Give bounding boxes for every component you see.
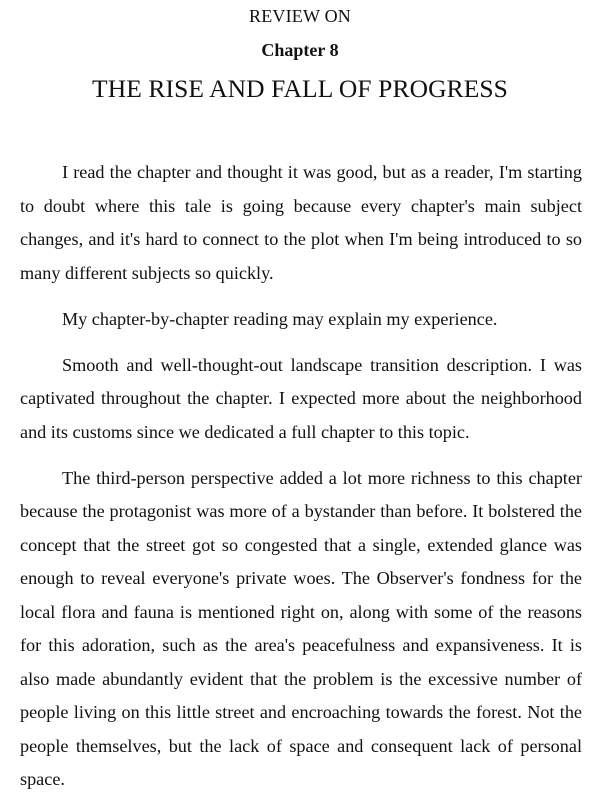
page-title: THE RISE AND FALL OF PROGRESS bbox=[92, 74, 508, 103]
paragraph-4: The third-person perspective added a lot more richness to this chapter because the protagonist was more of a bystander than before. It bolstered the concept that the street got so congested that a single, extended glance was enough to reveal everyone's private woes. The Observer's fondness for the local flora and fauna is mentioned right on, along with some of the reasons for this adoration, such as the area's peacefulness and expansiveness. It is also made abundantly evident that the problem is the excessive number of people living on this little street and encroaching towards the forest. Not the people themselves, but the lack of space and consequent lack of personal space. bbox=[20, 467, 582, 789]
paragraph-3: Smooth and well-thought-out landscape transition description. I was captivated throughout the chapter. I expected more about the neighborhood and its customs since we dedicated a full chapter to this topic. bbox=[20, 354, 582, 442]
paragraph-2: My chapter-by-chapter reading may explain my experience. bbox=[62, 308, 498, 329]
paragraph-1: I read the chapter and thought it was good, but as a reader, I'm starting to doubt where this tale is going because every chapter's main subject changes, and it's hard to connect to the plot when I'm being introduced to so many different subjects so quickly. bbox=[20, 162, 582, 283]
review-on-heading: REVIEW ON bbox=[249, 6, 351, 26]
chapter-label: Chapter 8 bbox=[261, 40, 339, 60]
review-body bbox=[20, 156, 582, 809]
